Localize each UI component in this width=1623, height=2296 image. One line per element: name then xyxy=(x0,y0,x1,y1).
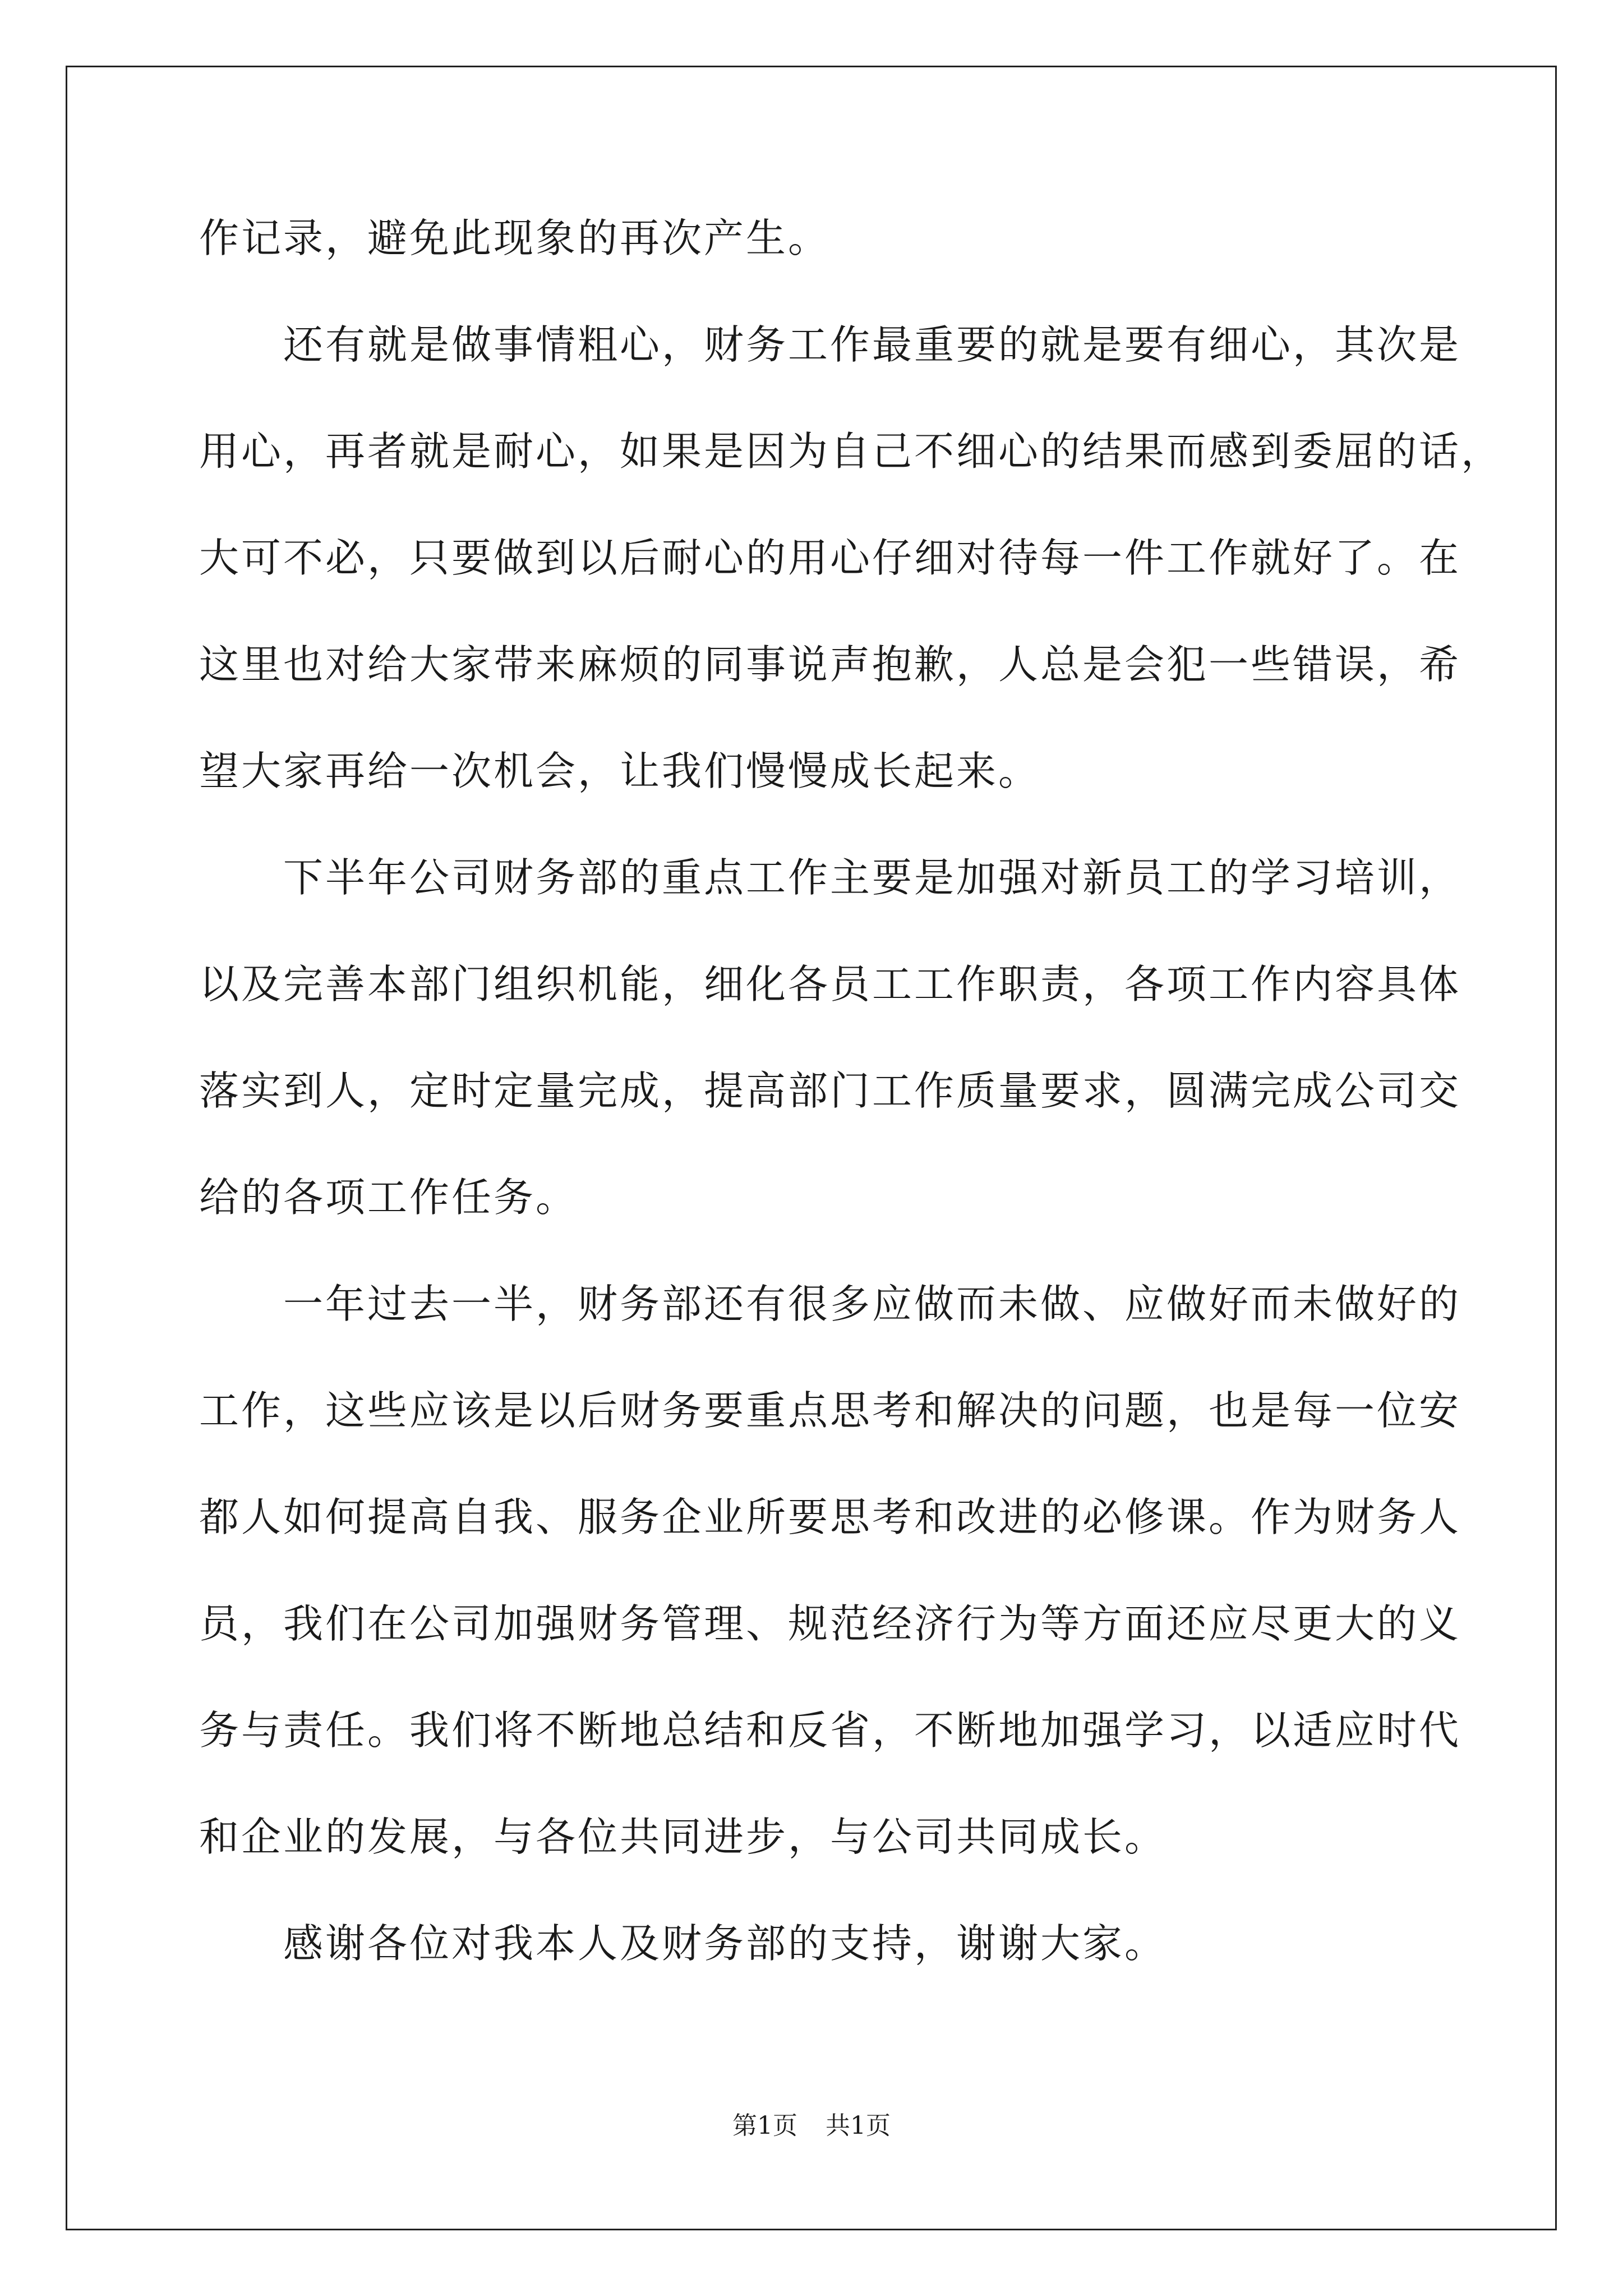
paragraph-first-line: 下半年公司财务部的重点工作主要是加强对新员工的学习培训， xyxy=(283,854,1461,901)
text-line: 落实到人，定时定量完成，提高部门工作质量要求，圆满完成公司交 xyxy=(199,1068,1461,1114)
page-footer xyxy=(0,2109,1623,2143)
paragraph-first-line: 感谢各位对我本人及财务部的支持，谢谢大家。 xyxy=(283,1920,1167,1967)
paragraph-first-line: 还有就是做事情粗心，财务工作最重要的就是要有细心，其次是 xyxy=(283,321,1461,368)
text-line: 和企业的发展，与各位共同进步，与公司共同成长。 xyxy=(199,1814,1167,1860)
text-line: 用心，再者就是耐心，如果是因为自己不细心的结果而感到委屈的话， xyxy=(199,428,1504,475)
text-line: 都人如何提高自我、服务企业所要思考和改进的必修课。作为财务人 xyxy=(199,1494,1461,1540)
text-line: 望大家再给一次机会，让我们慢慢成长起来。 xyxy=(199,748,1041,794)
paragraph-first-line: 一年过去一半，财务部还有很多应做而未做、应做好而未做好的 xyxy=(283,1281,1461,1327)
text-line: 这里也对给大家带来麻烦的同事说声抱歉，人总是会犯一些错误，希 xyxy=(199,641,1461,688)
text-line: 大可不必，只要做到以后耐心的用心仔细对待每一件工作就好了。在 xyxy=(199,535,1461,581)
text-line: 作记录，避免此现象的再次产生。 xyxy=(199,215,831,261)
document-body xyxy=(199,199,1504,2011)
page-number-current: 第1页 xyxy=(732,2111,797,2140)
text-line: 工作，这些应该是以后财务要重点思考和解决的问题，也是每一位安 xyxy=(199,1387,1461,1434)
text-line: 给的各项工作任务。 xyxy=(199,1174,578,1221)
page-number-total: 共1页 xyxy=(826,2111,891,2140)
text-line: 务与责任。我们将不断地总结和反省，不断地加强学习，以适应时代 xyxy=(199,1707,1461,1754)
text-line: 以及完善本部门组织机能，细化各员工工作职责，各项工作内容具体 xyxy=(199,961,1461,1007)
text-line: 员，我们在公司加强财务管理、规范经济行为等方面还应尽更大的义 xyxy=(199,1600,1461,1647)
